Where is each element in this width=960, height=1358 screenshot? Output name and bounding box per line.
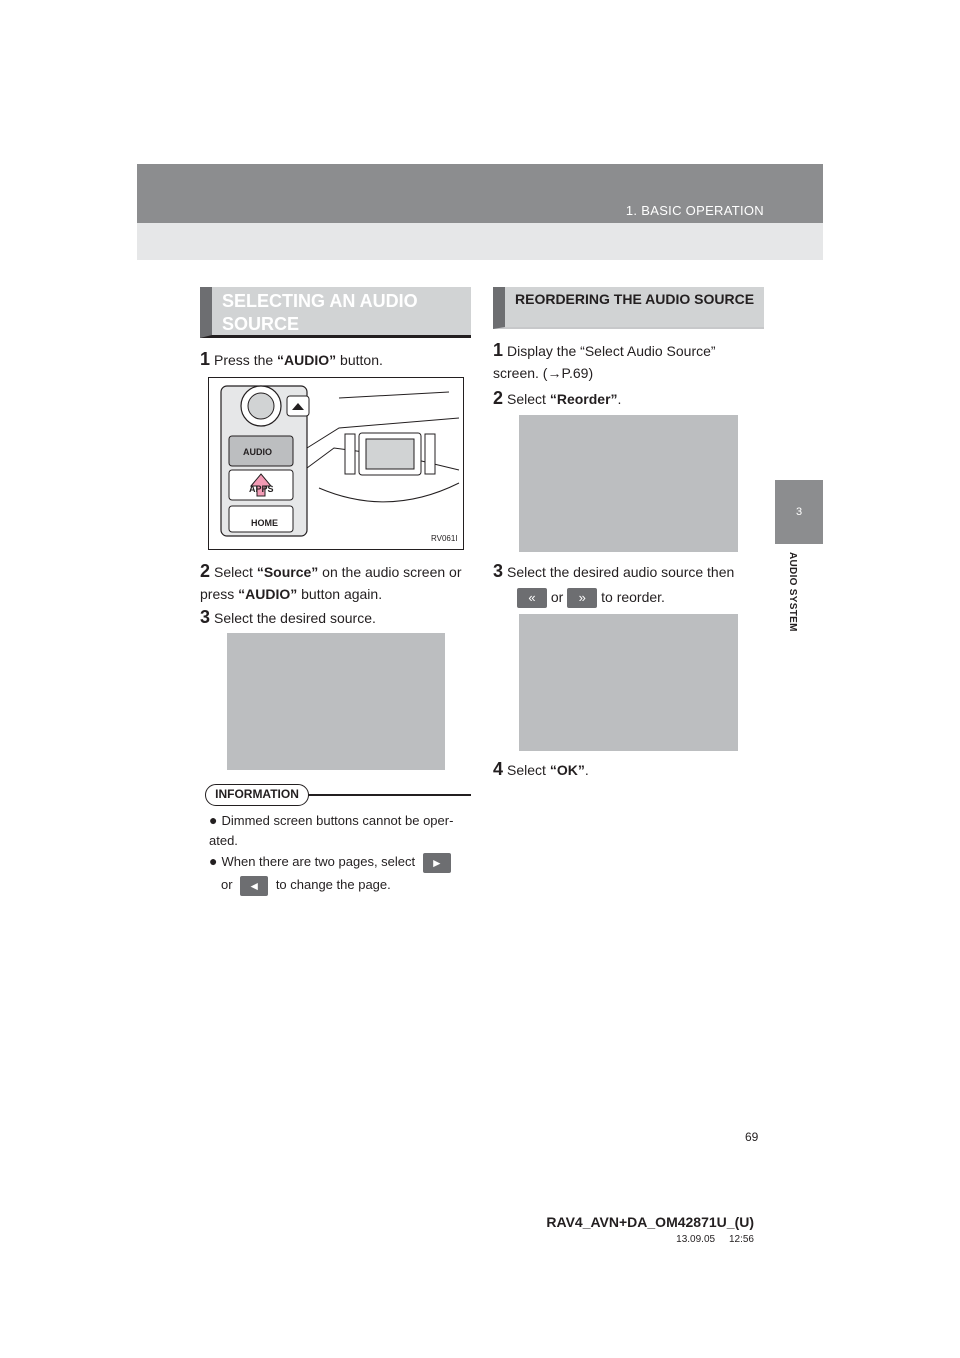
left-step-2: 2 Select “Source” on the audio screen or press “AUDIO” button again. [200,561,462,602]
header-subband [137,223,823,260]
audio-panel-illustration [209,378,464,550]
information-rule [308,794,471,796]
move-up-icon: « [517,588,547,608]
bullet-dot-icon: ● [209,853,218,869]
right-step-1: 1 Display the “Select Audio Source” screen. (→P.69) [493,340,716,381]
right-step-2: 2 Select “Reorder”. [493,388,622,408]
information-label: INFORMATION [205,784,309,806]
step-number: 1 [200,349,211,369]
reordered-screen-placeholder [519,614,738,751]
audio-button-label: AUDIO [243,447,272,457]
prev-page-icon: ◄ [240,876,268,896]
figure-code: RV061I [431,534,458,543]
section-title: 1. BASIC OPERATION [625,203,764,218]
left-step-3: 3 Select the desired source. [200,607,376,627]
right-step-3: 3 Select the desired audio source then [493,561,735,581]
reorder-screen-placeholder [519,415,738,552]
move-down-icon: » [567,588,597,608]
next-page-icon: ► [423,853,451,873]
section-heading-selecting [200,287,471,338]
right-step-3-cont: « or » to reorder. [517,586,764,608]
chapter-label: AUDIO SYSTEM [787,552,798,632]
info-bullet-2: ● When there are two pages, select ► [209,851,471,873]
bullet-dot-icon: ● [209,812,218,828]
section-heading-text: SELECTING AN AUDIO SOURCE [222,291,418,334]
select-source-screen-placeholder [227,633,445,770]
info-bullet-1: ● Dimmed screen buttons cannot be oper-ated. [209,812,454,848]
info-bullet-2-cont: or ◄ to change the page. [221,875,471,896]
audio-panel-figure [208,377,464,550]
right-step-4: 4 Select “OK”. [493,759,589,779]
section-heading-text: REORDERING THE AUDIO SOURCE [515,291,755,307]
document-code: RAV4_AVN+DA_OM42871U_(U) [546,1214,754,1230]
apps-button-label: APPS [249,484,274,494]
chapter-tab [775,480,823,544]
left-step-1: 1 Press the “AUDIO” button. [200,349,383,369]
chapter-number: 3 [795,506,803,518]
document-timestamp: 13.09.05 12:56 [676,1234,754,1245]
section-heading-reordering [493,287,764,329]
page-number: 69 [745,1130,759,1144]
home-button-label: HOME [251,518,278,528]
